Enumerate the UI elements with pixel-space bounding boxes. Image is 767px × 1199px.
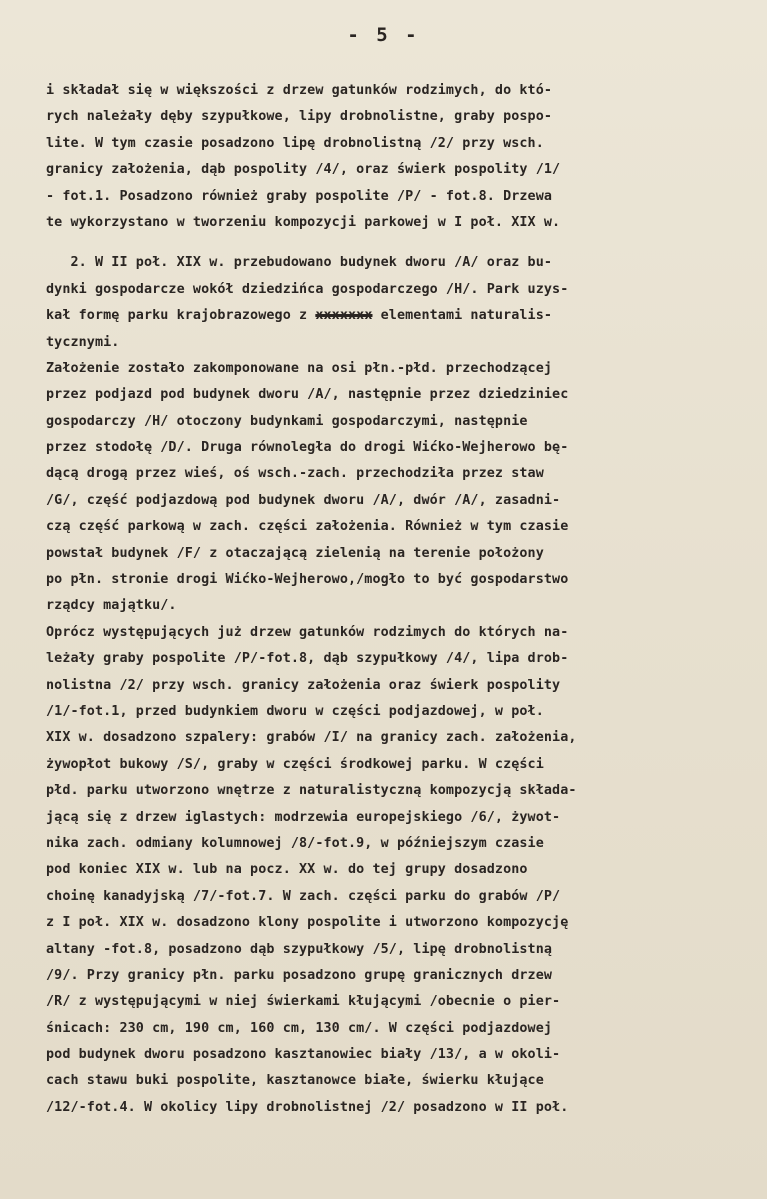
text-line: XIX w. dosadzono szpalery: grabów /I/ na granicy zach. założenia, xyxy=(46,730,577,746)
text-line: granicy założenia, dąb pospolity /4/, oraz świerk pospolity /1/ xyxy=(46,162,561,178)
text-line: gospodarczy /H/ otoczony budynkami gospodarczymi, następnie xyxy=(46,413,528,429)
struck-out-word: xxxxxxx xyxy=(315,308,373,324)
text-line: przez stodołę /D/. Druga równoległa do drogi Wićko-Wejherowo bę- xyxy=(46,440,569,456)
text-line: lite. W tym czasie posadzono lipę drobnolistną /2/ przy wsch. xyxy=(46,135,544,151)
text-line: rych należały dęby szypułkowe, lipy drobnolistne, graby pospo- xyxy=(46,109,553,125)
paragraph-gap xyxy=(46,236,746,250)
text-line: przez podjazd pod budynek dworu /A/, następnie przez dziedziniec xyxy=(46,387,569,403)
text-line: śnicach: 230 cm, 190 cm, 160 cm, 130 cm/. W części podjazdowej xyxy=(46,1020,553,1036)
text-line: leżały graby pospolite /P/-fot.8, dąb szypułkowy /4/, lipa drob- xyxy=(46,651,569,667)
text-line: cach stawu buki pospolite, kasztanowce białe, świerku kłujące xyxy=(46,1073,544,1089)
text-segment: kał formę parku krajobrazowego z xyxy=(46,308,316,324)
text-line: choinę kanadyjską /7/-fot.7. W zach. części parku do grabów /P/ xyxy=(46,888,561,904)
text-line: dynki gospodarcze wokół dziedzińca gospodarczego /H/. Park uzys- xyxy=(46,281,569,297)
text-line: /12/-fot.4. W okolicy lipy drobnolistnej /2/ posadzono w II poł. xyxy=(46,1099,569,1115)
text-line: - fot.1. Posadzono również graby pospolite /P/ - fot.8. Drzewa xyxy=(46,188,553,204)
text-line xyxy=(46,1121,746,1147)
text-line: /1/-fot.1, przed budynkiem dworu w części podjazdowej, w poł. xyxy=(46,703,544,719)
text-line: płd. parku utworzono wnętrze z naturalistyczną kompozycją składa- xyxy=(46,783,577,799)
text-line: dącą drogą przez wieś, oś wsch.-zach. przechodziła przez staw xyxy=(46,466,544,482)
text-line: nolistna /2/ przy wsch. granicy założenia oraz świerk pospolity xyxy=(46,677,561,693)
text-line: czą część parkową w zach. części założenia. Również w tym czasie xyxy=(46,519,569,535)
text-line: żywopłot bukowy /S/, graby w części środkowej parku. W części xyxy=(46,756,544,772)
text-line: altany -fot.8, posadzono dąb szypułkowy /5/, lipę drobnolistną xyxy=(46,941,553,957)
text-line-with-strikeout xyxy=(46,303,746,329)
page-number: - 5 - xyxy=(347,24,420,46)
text-line: po płn. stronie drogi Wićko-Wejherowo,/mogło to być gospodarstwo xyxy=(46,572,569,588)
text-line: Założenie zostało zakomponowane na osi płn.-płd. przechodzącej xyxy=(46,360,553,376)
text-line: /R/ z występującymi w niej świerkami kłującymi /obecnie o pier- xyxy=(46,994,561,1010)
paragraph-1 xyxy=(46,78,746,236)
text-line: /9/. Przy granicy płn. parku posadzono grupę granicznych drzew xyxy=(46,967,553,983)
text-line: z I poł. XIX w. dosadzono klony pospolite i utworzono kompozycję xyxy=(46,915,569,931)
text-segment: elementami naturalis- xyxy=(372,308,553,324)
text-line: Oprócz występujących już drzew gatunków rodzimych do których na- xyxy=(46,624,569,640)
text-line: /G/, część podjazdową pod budynek dworu /A/, dwór /A/, zasadni- xyxy=(46,492,561,508)
text-line: tycznymi. xyxy=(46,334,120,350)
text-line: pod budynek dworu posadzono kasztanowiec biały /13/, a w okoli- xyxy=(46,1047,561,1063)
text-line: nika zach. odmiany kolumnowej /8/-fot.9, w późniejszym czasie xyxy=(46,835,544,851)
text-line: 2. W II poł. XIX w. przebudowano budynek dworu /A/ oraz bu- xyxy=(46,255,553,271)
text-line: te wykorzystano w tworzeniu kompozycji parkowej w I poł. XIX w. xyxy=(46,214,561,230)
text-line: pod koniec XIX w. lub na pocz. XX w. do tej grupy dosadzono xyxy=(46,862,528,878)
text-line: i składał się w większości z drzew gatunków rodzimych, do któ- xyxy=(46,83,553,98)
text-line: rządcy majątku/. xyxy=(46,598,177,614)
text-line: jącą się z drzew iglastych: modrzewia europejskiego /6/, żywot- xyxy=(46,809,561,825)
text-line: powstał budynek /F/ z otaczającą zielenią na terenie położony xyxy=(46,545,544,561)
paragraph-2 xyxy=(46,250,746,1147)
document-body xyxy=(46,78,746,1148)
